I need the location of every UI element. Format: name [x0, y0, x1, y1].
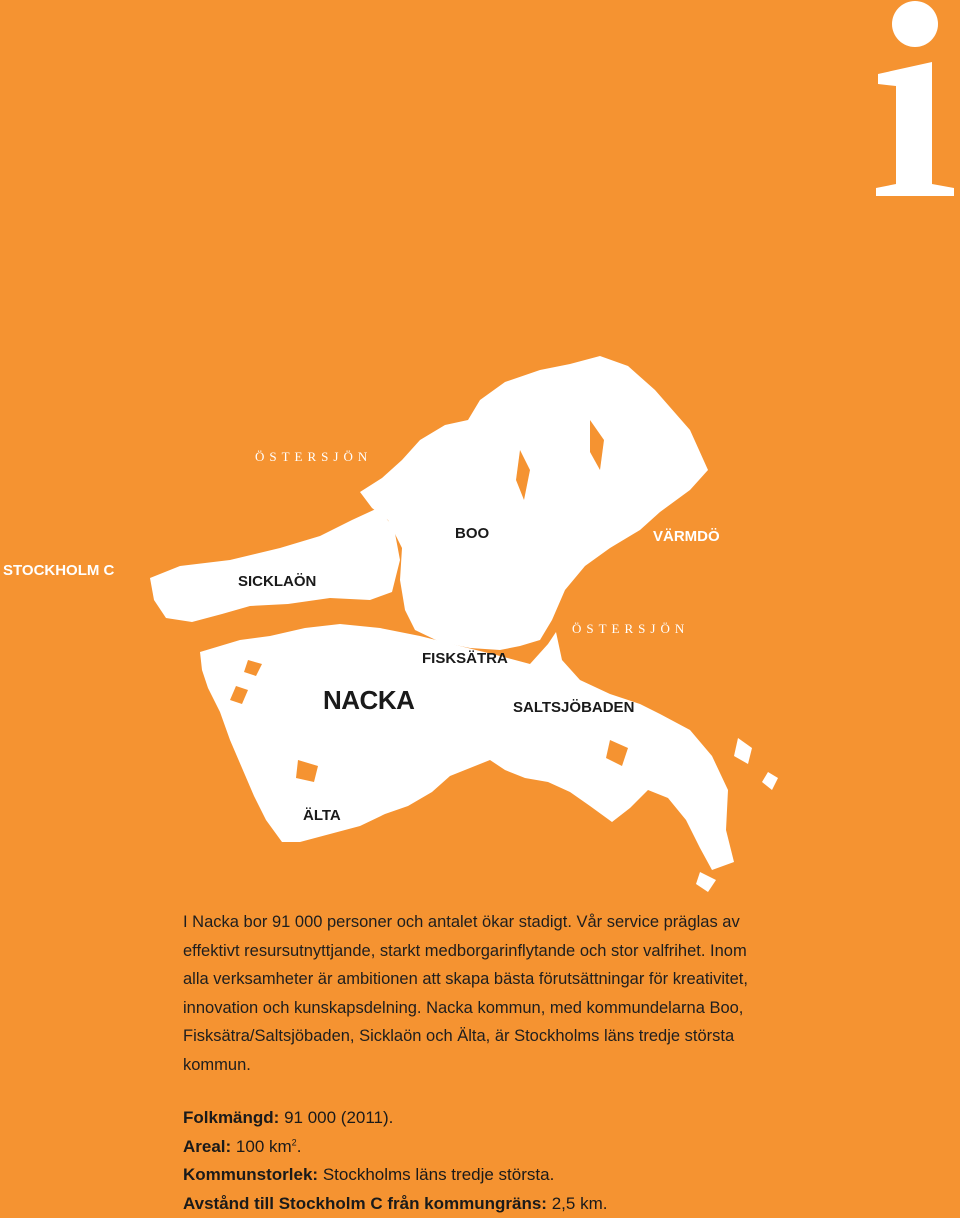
facts-list	[183, 1104, 803, 1218]
fact-distance-label: Avstånd till Stockholm C från kommungräns:	[183, 1194, 547, 1213]
map-label-saltsjobaden: SALTSJÖBADEN	[513, 700, 634, 715]
description-text: I Nacka bor 91 000 personer och antalet ökar stadigt. Vår service präglas av effektivt resursutnyttjande, starkt medborgarinflytande och stor valfrihet. Inom alla verksamheter är ambitionen att skapa bästa förutsättningar för kreativitet, innovation och kunskapsdelning. Nacka kommun, med kommundelarna Boo, Fisksätra/Saltsjöbaden, Sicklaön och Älta, är Stockholms läns tredje största kommun.	[183, 908, 753, 1079]
map-label-ostersjon-east: ÖSTERSJÖN	[572, 622, 689, 635]
map-label-varmdo: VÄRMDÖ	[653, 529, 720, 544]
nacka-map	[0, 340, 960, 900]
map-land	[0, 340, 960, 900]
map-label-fisksatra: FISKSÄTRA	[422, 651, 508, 666]
fact-area-label: Areal:	[183, 1137, 231, 1156]
map-label-sicklaon: SICKLAÖN	[238, 574, 316, 589]
fact-population-value: 91 000 (2011).	[284, 1108, 393, 1127]
fact-rank-label: Kommunstorlek:	[183, 1165, 318, 1184]
fact-area	[183, 1133, 803, 1162]
fact-area-value: 100 km	[236, 1137, 292, 1156]
fact-population-label: Folkmängd:	[183, 1108, 279, 1127]
map-label-ostersjon-north: ÖSTERSJÖN	[255, 450, 372, 463]
fact-population	[183, 1104, 803, 1133]
map-label-nacka: NACKA	[323, 687, 414, 713]
fact-area-suffix: .	[297, 1137, 302, 1156]
fact-distance	[183, 1190, 803, 1218]
map-label-boo: BOO	[455, 526, 489, 541]
fact-rank	[183, 1161, 803, 1190]
fact-area-sup: 2	[292, 1137, 297, 1147]
map-label-stockholm-c: STOCKHOLM C	[3, 563, 114, 578]
fact-rank-value: Stockholms läns tredje största.	[323, 1165, 554, 1184]
info-icon	[870, 0, 960, 200]
map-label-alta: ÄLTA	[303, 808, 341, 823]
fact-distance-value: 2,5 km.	[552, 1194, 608, 1213]
